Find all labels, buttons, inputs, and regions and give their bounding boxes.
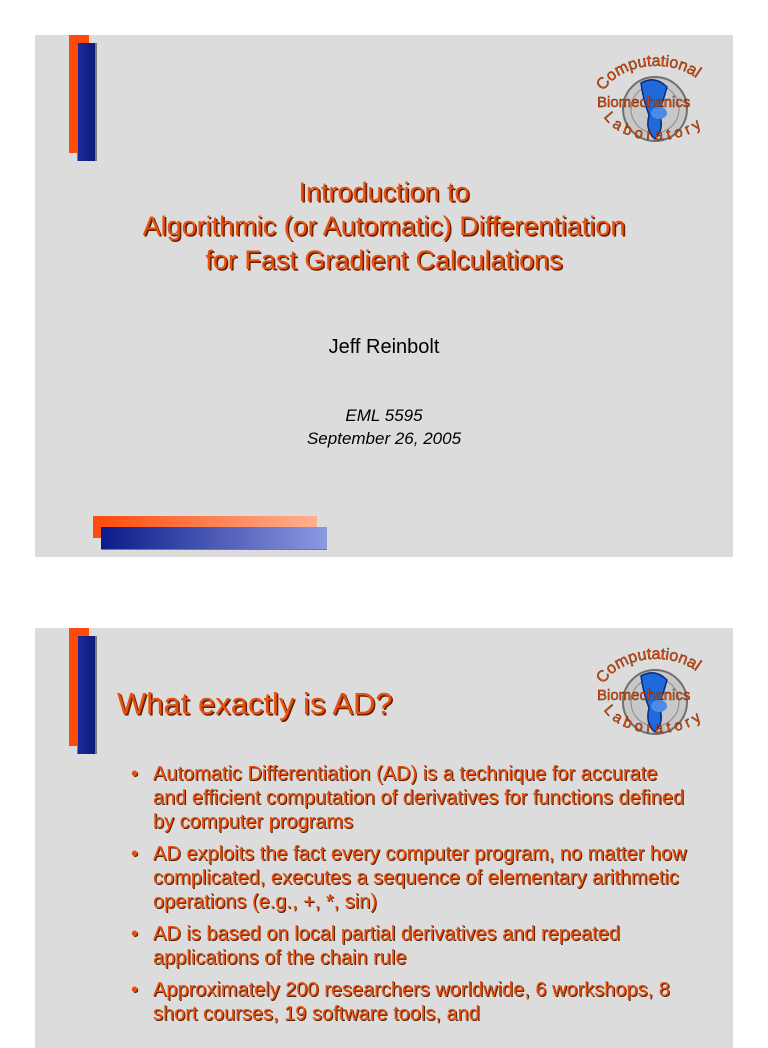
svg-text:Laboratory: Laboratory <box>600 701 708 738</box>
list-item: • AD exploits the fact every computer program, no matter how complicated, executes a sequence of elementary arithmetic operations (e.g., +, *, sin) <box>131 843 687 913</box>
list-item: • AD is based on local partial derivatives and repeated applications of the chain rule <box>131 923 620 969</box>
title-line: Algorithmic (or Automatic) Differentiation <box>142 211 626 241</box>
bullet-icon: • <box>131 763 139 785</box>
bullet-list <box>131 762 691 1034</box>
svg-text:Laboratory: Laboratory <box>600 108 708 145</box>
svg-text:Biomechanics: Biomechanics <box>597 94 691 111</box>
content-slide <box>35 628 733 1048</box>
horizontal-accent-bar <box>93 516 333 554</box>
title-slide <box>35 35 733 557</box>
svg-text:Biomechanics: Biomechanics <box>597 687 691 704</box>
title-line: Introduction to <box>298 177 470 207</box>
title-line: for Fast Gradient Calculations <box>205 245 563 275</box>
svg-text:Computational: Computational <box>593 53 704 94</box>
bullet-icon: • <box>131 843 139 865</box>
course-code: EML 5595 <box>345 406 423 425</box>
lab-logo-icon <box>593 53 717 155</box>
course-info <box>35 404 733 450</box>
slide-heading: What exactly is AD? <box>117 686 393 721</box>
lab-logo <box>593 646 717 748</box>
svg-text:Computational: Computational <box>593 646 704 687</box>
bullet-icon: • <box>131 979 139 1001</box>
list-item: • Automatic Differentiation (AD) is a technique for accurate and efficient computation of derivatives for functions defined by computer programs <box>131 763 685 833</box>
lab-logo <box>593 53 717 155</box>
presentation-date: September 26, 2005 <box>306 429 462 448</box>
list-item: • Approximately 200 researchers worldwide, 6 workshops, 8 short courses, 19 software tools, and <box>131 979 670 1025</box>
bullet-icon: • <box>131 923 139 945</box>
author-name: Jeff Reinbolt <box>328 336 440 358</box>
slide-title <box>35 175 733 277</box>
lab-logo-icon <box>593 646 717 748</box>
